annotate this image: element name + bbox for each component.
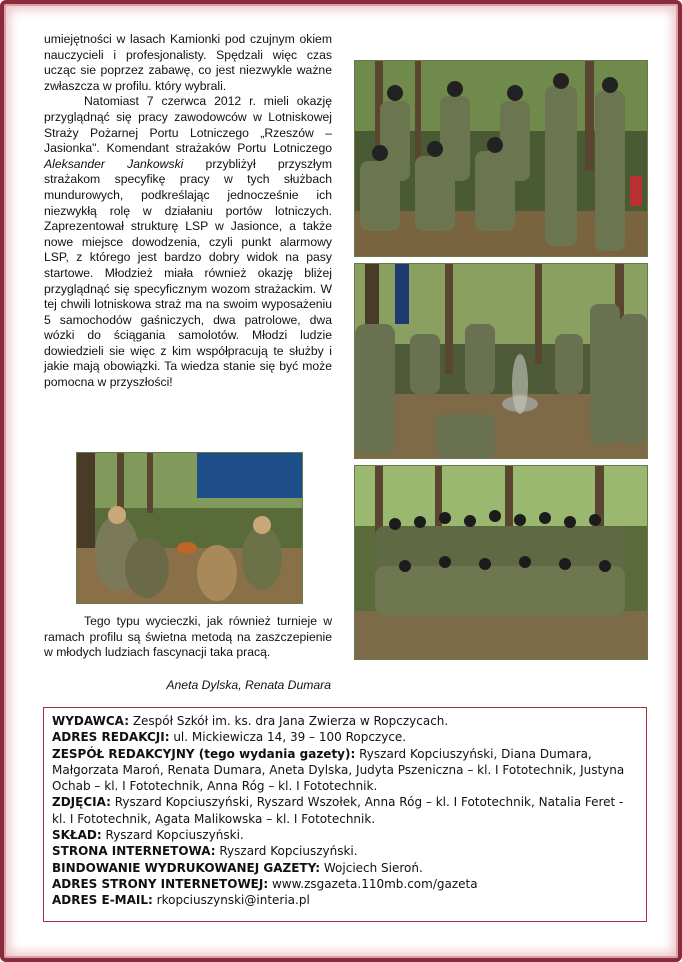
email-link[interactable]: rkopciuszynski@interia.pl [152, 893, 310, 908]
credit-label: ZDJĘCIA: [52, 795, 111, 810]
credit-value: Ryszard Kopciuszyński, Ryszard Wszołek, Anna Róg – kl. I Fototechnik, Natalia Feret - kl. I Fototechnik, Agata Malikowska – kl. I Fototechnik. [52, 795, 624, 826]
closing-paragraph [44, 614, 332, 661]
credit-value: Zespół Szkół im. ks. dra Jana Zwierza w Ropczycach. [129, 714, 449, 728]
credit-row [52, 860, 638, 876]
credit-row [52, 892, 638, 908]
credit-row [52, 794, 638, 827]
credit-value: Wojciech Sieroń. [320, 860, 423, 875]
credit-label: WYDAWCA: [52, 714, 129, 728]
credit-label: ADRES REDAKCJI: [52, 730, 170, 745]
commander-name: Aleksander Jankowski [44, 156, 184, 171]
credit-row [52, 827, 638, 843]
credit-value: Ryszard Kopciuszyński, Diana Dumara, Małgorzata Maroń, Renata Dumara, Aneta Dylska, Judyta Pszeniczna – kl. I Fototechnik, Justyna Ochab – kl. I Fototechnik, Anna Róg – kl. I Fototechnik. [52, 746, 625, 794]
photo-campfire-small [76, 452, 303, 604]
credit-label: SKŁAD: [52, 828, 102, 843]
website-link[interactable]: www.zsgazeta.110mb.com/gazeta [268, 876, 478, 891]
credit-row [52, 843, 638, 859]
article-text [44, 32, 332, 391]
credit-row [52, 746, 638, 795]
credit-label: ADRES E-MAIL: [52, 893, 153, 908]
editorial-credits-box [43, 707, 647, 922]
credit-row [52, 876, 638, 892]
credit-label: STRONA INTERNETOWA: [52, 844, 216, 859]
credit-row [52, 713, 638, 729]
credit-value: Ryszard Kopciuszyński. [215, 844, 358, 859]
paragraph-2-start: Natomiast 7 czerwca 2012 r. mieli okazję przyglądnąć się pracy zawodowców w Lotniskowej Straży Pożarnej Portu Lotniczego „Rzeszów – Jasionka". Komendant strażaków Portu Lotniczego [44, 94, 332, 156]
credit-value: Ryszard Kopciuszyński. [101, 828, 244, 843]
credit-row [52, 729, 638, 745]
paragraph-1: umiejętności w lasach Kamionki pod czujnym okiem nauczycieli i profesjonalisty. Spędzali więc czas ucząc sie poprzez zabawę, co jest niezwykle ważne zwłaszcza w profilu. który wybrali. [44, 32, 332, 93]
credit-label: BINDOWANIE WYDRUKOWANEJ GAZETY: [52, 860, 321, 875]
photo-group-portrait [354, 465, 648, 660]
paragraph-2 [44, 94, 332, 390]
paragraph-3: Tego typu wycieczki, jak również turnieje w ramach profilu są świetna metodą na zaszczepienie w młodych ludziach fascynacji taka pracą. [44, 614, 332, 660]
photo-campfire-gathering [354, 263, 648, 459]
photo-paintball-group [354, 60, 648, 257]
authors-signature: Aneta Dylska, Renata Dumara [166, 678, 331, 692]
credit-value: ul. Mickiewicza 14, 39 – 100 Ropczyce. [169, 730, 407, 745]
paragraph-2-end: przybliżył przyszłym strażakom specyfikę pracy w tych służbach mundurowych, podkreślając jednocześnie ich niezwykłą rolę w działaniu portów lotniczych. Zaprezentował strukturę LSP w Jasionce, a także nowe miejsce dowodzenia, czyli punkt alarmowy LSP, z którego jest bardzo dobry widok na pasy startowe. Młodzież miała również okazję bliżej przyglądnąć się specyficznym wozom strażackim. W tej chwili lotniskowa straż ma na swoim wyposażeniu 5 samochodów gaśniczych, dwa patrolowe, dwa wózki do ściągania samolotów. Młodzi ludzie dowiedzieli sie więc z kim współpracują te służby i jakie mają obowiązki. Ta wiedza stanie się być może pomocna w przyszłości! [44, 156, 332, 390]
credit-label: ADRES STRONY INTERNETOWEJ: [52, 876, 269, 891]
credit-label: ZESPÓŁ REDAKCYJNY (tego wydania gazety): [52, 746, 356, 761]
